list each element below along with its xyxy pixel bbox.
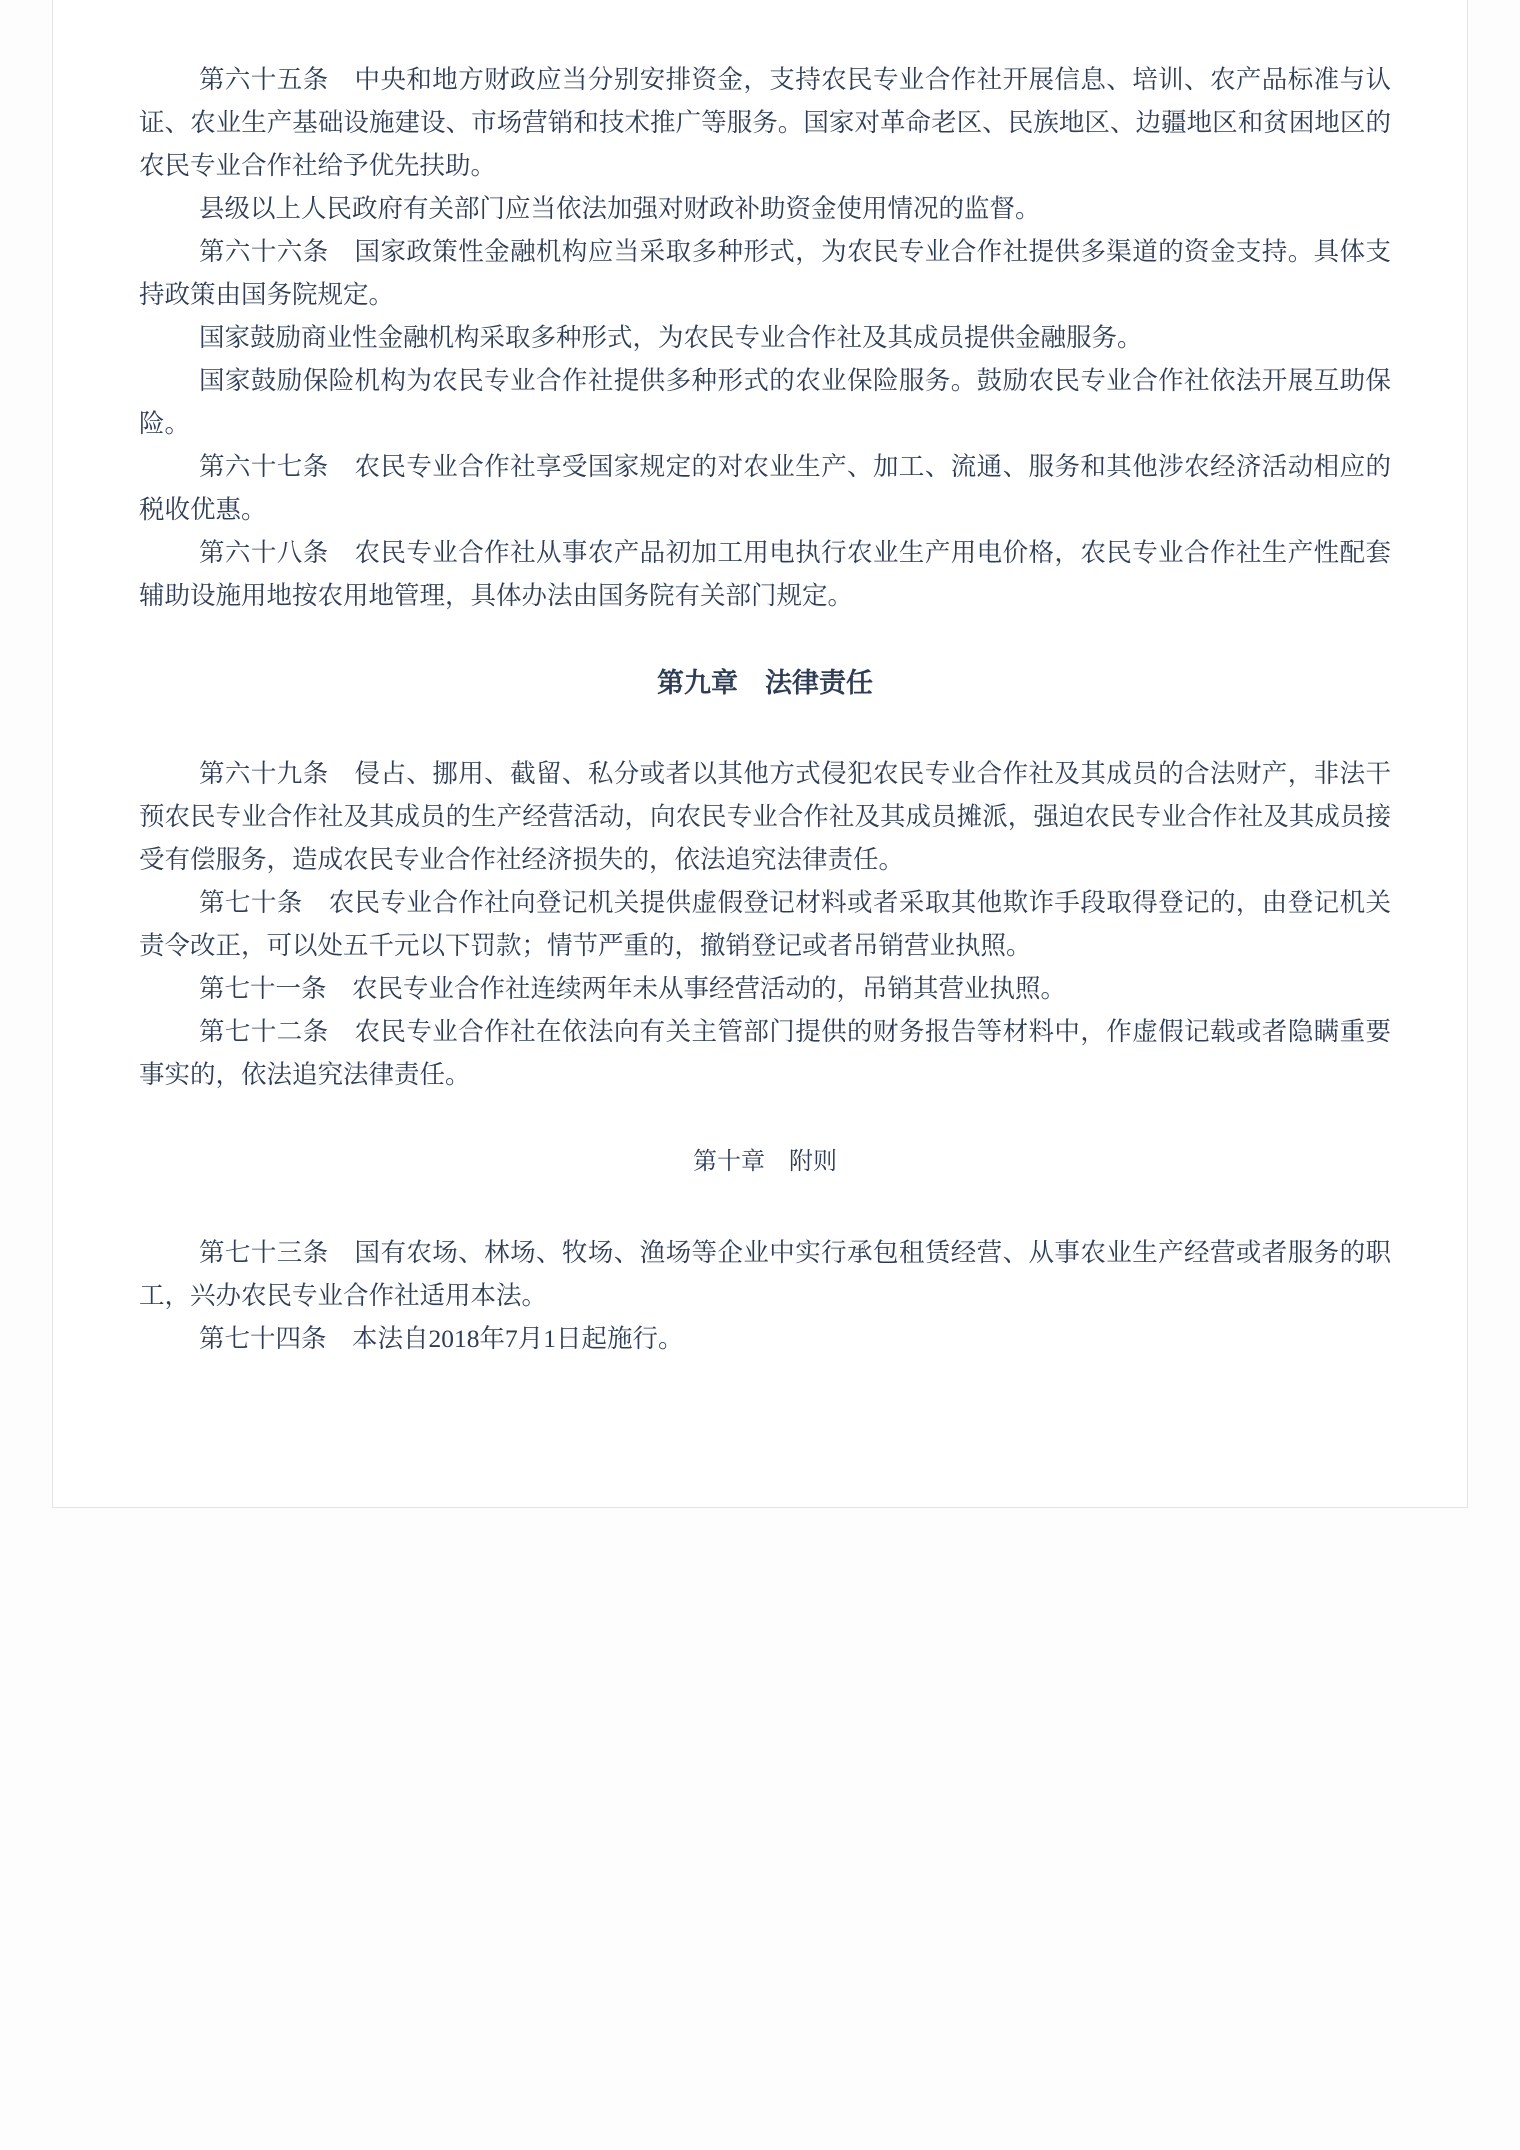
- article-66-insurance-paragraph: 国家鼓励保险机构为农民专业合作社提供多种形式的农业保险服务。鼓励农民专业合作社依法开展互助保险。: [139, 366, 1391, 438]
- article-65-text: 第六十五条 中央和地方财政应当分别安排资金，支持农民专业合作社开展信息、培训、农产品标准与认证、农业生产基础设施建设、市场营销和技术推广等服务。国家对革命老区、民族地区、边疆地区和贫困地区的农民专业合作社给予优先扶助。: [139, 65, 1391, 180]
- article-66-text: 第六十六条 国家政策性金融机构应当采取多种形式，为农民专业合作社提供多渠道的资金支持。具体支持政策由国务院规定。: [139, 237, 1391, 309]
- article-71-text: 第七十一条 农民专业合作社连续两年未从事经营活动的，吊销其营业执照。: [199, 974, 1067, 1003]
- article-66-commercial-finance-paragraph: 国家鼓励商业性金融机构采取多种形式，为农民专业合作社及其成员提供金融服务。: [199, 323, 1143, 352]
- article-72-text: 第七十二条 农民专业合作社在依法向有关主管部门提供的财务报告等材料中，作虚假记载或者隐瞒重要事实的，依法追究法律责任。: [139, 1017, 1391, 1089]
- article-70-text: 第七十条 农民专业合作社向登记机关提供虚假登记材料或者采取其他欺诈手段取得登记的，由登记机关责令改正，可以处五千元以下罚款；情节严重的，撤销登记或者吊销营业执照。: [139, 888, 1391, 960]
- chapter-9-heading: 第九章 法律责任: [657, 668, 873, 698]
- chapter-10-heading: 第十章 附则: [693, 1149, 837, 1175]
- article-73-text: 第七十三条 国有农场、林场、牧场、渔场等企业中实行承包租赁经营、从事农业生产经营或者服务的职工，兴办农民专业合作社适用本法。: [139, 1238, 1391, 1310]
- article-68-text: 第六十八条 农民专业合作社从事农产品初加工用电执行农业生产用电价格，农民专业合作社生产性配套辅助设施用地按农用地管理，具体办法由国务院有关部门规定。: [139, 538, 1391, 610]
- article-65-supervision-paragraph: 县级以上人民政府有关部门应当依法加强对财政补助资金使用情况的监督。: [199, 194, 1041, 223]
- article-69-text: 第六十九条 侵占、挪用、截留、私分或者以其他方式侵犯农民专业合作社及其成员的合法财产，非法干预农民专业合作社及其成员的生产经营活动，向农民专业合作社及其成员摊派，强迫农民专业合作社及其成员接受有偿服务，造成农民专业合作社经济损失的，依法追究法律责任。: [139, 759, 1391, 874]
- document-page: [52, 0, 1468, 1508]
- document-content: [139, 0, 1391, 1360]
- article-67-text: 第六十七条 农民专业合作社享受国家规定的对农业生产、加工、流通、服务和其他涉农经济活动相应的税收优惠。: [139, 452, 1391, 524]
- article-74-text: 第七十四条 本法自2018年7月1日起施行。: [199, 1324, 684, 1353]
